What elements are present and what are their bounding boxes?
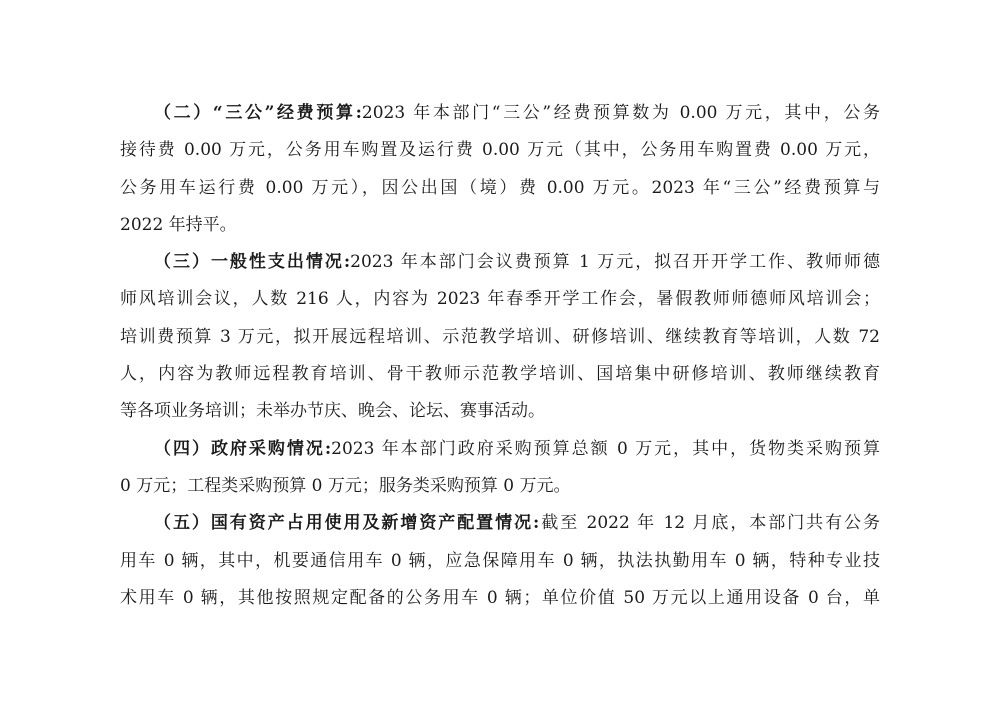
section-heading: （四）政府采购情况:	[154, 438, 332, 459]
paragraph-text: 2023 年本部门“三公”经费预算数为 0.00 万元，其中，公务	[361, 103, 880, 123]
paragraph-line: 0 万元；工程类采购预算 0 万元；服务类采购预算 0 万元。	[120, 475, 571, 496]
paragraph-line: 培训费预算 3 万元，拟开展远程培训、示范教学培训、研修培训、继续教育等培训，人数 72	[120, 326, 880, 347]
paragraph-text: 2023 年本部门政府采购预算总额 0 万元，其中，货物类采购预算	[331, 438, 880, 459]
paragraph-line	[120, 244, 880, 281]
paragraph-line: 公务用车运行费 0.00 万元），因公出国（境）费 0.00 万元。2023 年“三公”经费预算与	[120, 177, 880, 198]
paragraph-line: 师风培训会议，人数 216 人，内容为 2023 年春季开学工作会，暑假教师师德师风培训会；	[120, 289, 880, 310]
paragraph-line	[120, 431, 880, 468]
paragraph-line: 等各项业务培训；未举办节庆、晚会、论坛、赛事活动。	[120, 401, 545, 422]
paragraph-line: 2022 年持平。	[120, 214, 237, 235]
section-heading: （二）“三公”经费预算:	[154, 103, 362, 123]
document-body	[120, 95, 880, 617]
paragraph-line	[120, 95, 880, 132]
paragraph-text: 2023 年本部门会议费预算 1 万元，拟召开开学工作、教师师德	[350, 252, 880, 273]
paragraph-line: 接待费 0.00 万元，公务用车购置及运行费 0.00 万元（其中，公务用车购置费 0.00 万元，	[120, 140, 880, 161]
section-heading: （五）国有资产占用使用及新增资产配置情况:	[154, 513, 540, 534]
paragraph-text: 截至 2022 年 12 月底，本部门共有公务	[539, 513, 880, 534]
paragraph-line: 用车 0 辆，其中，机要通信用车 0 辆，应急保障用车 0 辆，执法执勤用车 0 辆，特种专业技	[120, 550, 880, 571]
section-heading: （三）一般性支出情况:	[154, 252, 351, 273]
paragraph-line: 术用车 0 辆，其他按照规定配备的公务用车 0 辆；单位价值 50 万元以上通用设备 0 台，单	[120, 587, 880, 608]
paragraph-line: 人，内容为教师远程教育培训、骨干教师示范教学培训、国培集中研修培训、教师继续教育	[120, 364, 880, 385]
paragraph-line	[120, 505, 880, 542]
